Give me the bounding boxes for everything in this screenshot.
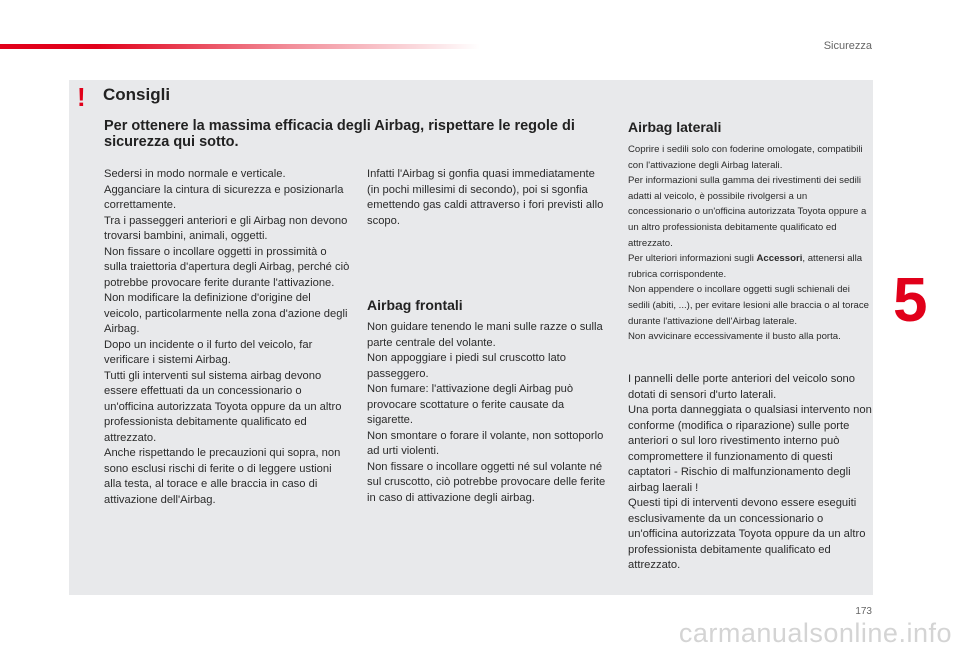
frontal-airbag-heading: Airbag frontali bbox=[367, 297, 463, 313]
chapter-number: 5 bbox=[893, 266, 928, 335]
lateral-airbag-heading: Airbag laterali bbox=[628, 119, 722, 135]
accessories-link-text: Accessori bbox=[756, 253, 803, 265]
page-number: 173 bbox=[855, 606, 872, 617]
frontal-airbag-text: Non guidare tenendo le mani sulle razze o sulla parte centrale del volante. Non appoggiare i piedi sul cruscotto lato passeggero. Non fumare: l'attivazione degli Airbag può provocare scottature o ferite causate da sigarette. Non smontare o forare il volante, non sottoporlo ad urti violenti. Non fissare o incollare oggetti né sul volante né sul cruscotto, ciò potrebbe provocare delle ferite in caso di attivazione degli airbag. bbox=[367, 321, 606, 504]
intro-heading: Per ottenere la massima efficacia degli Airbag, rispettare le regole di sicurezza qui sotto. bbox=[104, 118, 575, 150]
panel-title: Consigli bbox=[103, 85, 171, 104]
lateral-text-part1: Coprire i sedili solo con foderine omologate, compatibili con l'attivazione degli Airbag laterali. Per informazioni sulla gamma dei rivestimenti dei sedili adatti al veicolo, è possibile rivolgersi a un concessionario o un'officina autorizzata Toyota oppure a un altro professionista debitamente qualificato ed attrezzato. Per ulteriori informazioni sugli bbox=[628, 144, 867, 265]
watermark: carmanualsonline.info bbox=[678, 618, 952, 648]
warning-icon: ! bbox=[77, 82, 86, 112]
section-title: Sicurezza bbox=[823, 40, 872, 52]
door-sensor-text: I pannelli delle porte anteriori del veicolo sono dotati di sensori d'urto laterali. Una porta danneggiata o qualsiasi intervento non conforme (modifica o riparazione) sulle porte anteriori o sul loro rivestimento interno può compromettere il funzionamento di questi captatori - Rischio di malfunzionamento degli airbag laerali ! Questi tipi di interventi devono essere eseguiti esclusivamente da un concessionario o un'officina autorizzata Toyota oppure da un altro professionista debitamente qualificato ed attrezzato. bbox=[628, 373, 872, 571]
red-header-bar bbox=[0, 44, 480, 49]
airbag-inflation-text: Infatti l'Airbag si gonfia quasi immediatamente (in pochi millesimi di secondo), poi si sgonfia emettendo gas caldi attraverso i fori previsti allo scopo. bbox=[367, 168, 604, 227]
lateral-text-part2: , attenersi alla rubrica corrispondente. Non appendere o incollare oggetti sugli schienali dei sedili (abiti, ...), per evitare lesioni alle braccia o al torace durante l'attivazione dell'Airbag laterale. Non avvicinare eccessivamente il busto alla porta. bbox=[628, 253, 870, 343]
general-advice-text: Sedersi in modo normale e verticale. Agganciare la cintura di sicurezza e posizionarla correttamente. Tra i passeggeri anteriori e gli Airbag non devono trovarsi bambini, animali, oggetti. Non fissare o incollare oggetti in prossimità o sulla traiettoria d'apertura degli Airbag, perché ciò potrebbe provocare ferite durante l'attivazione. Non modificare la definizione d'origine del veicolo, particolarmente nella zona d'azione degli Airbag. Dopo un incidente o il furto del veicolo, far verificare i sistemi Airbag. Tutti gli interventi sul sistema airbag devono essere effettuati da un concessionario o un'officina autorizzata Toyota oppure da un altro professionista debitamente qualificato ed attrezzato. Anche rispettando le precauzioni qui sopra, non sono esclusi rischi di ferite o di leggere ustioni alla testa, al torace e alle braccia in caso di attivazione dell'Airbag. bbox=[104, 168, 350, 506]
lateral-airbag-text bbox=[628, 142, 872, 345]
